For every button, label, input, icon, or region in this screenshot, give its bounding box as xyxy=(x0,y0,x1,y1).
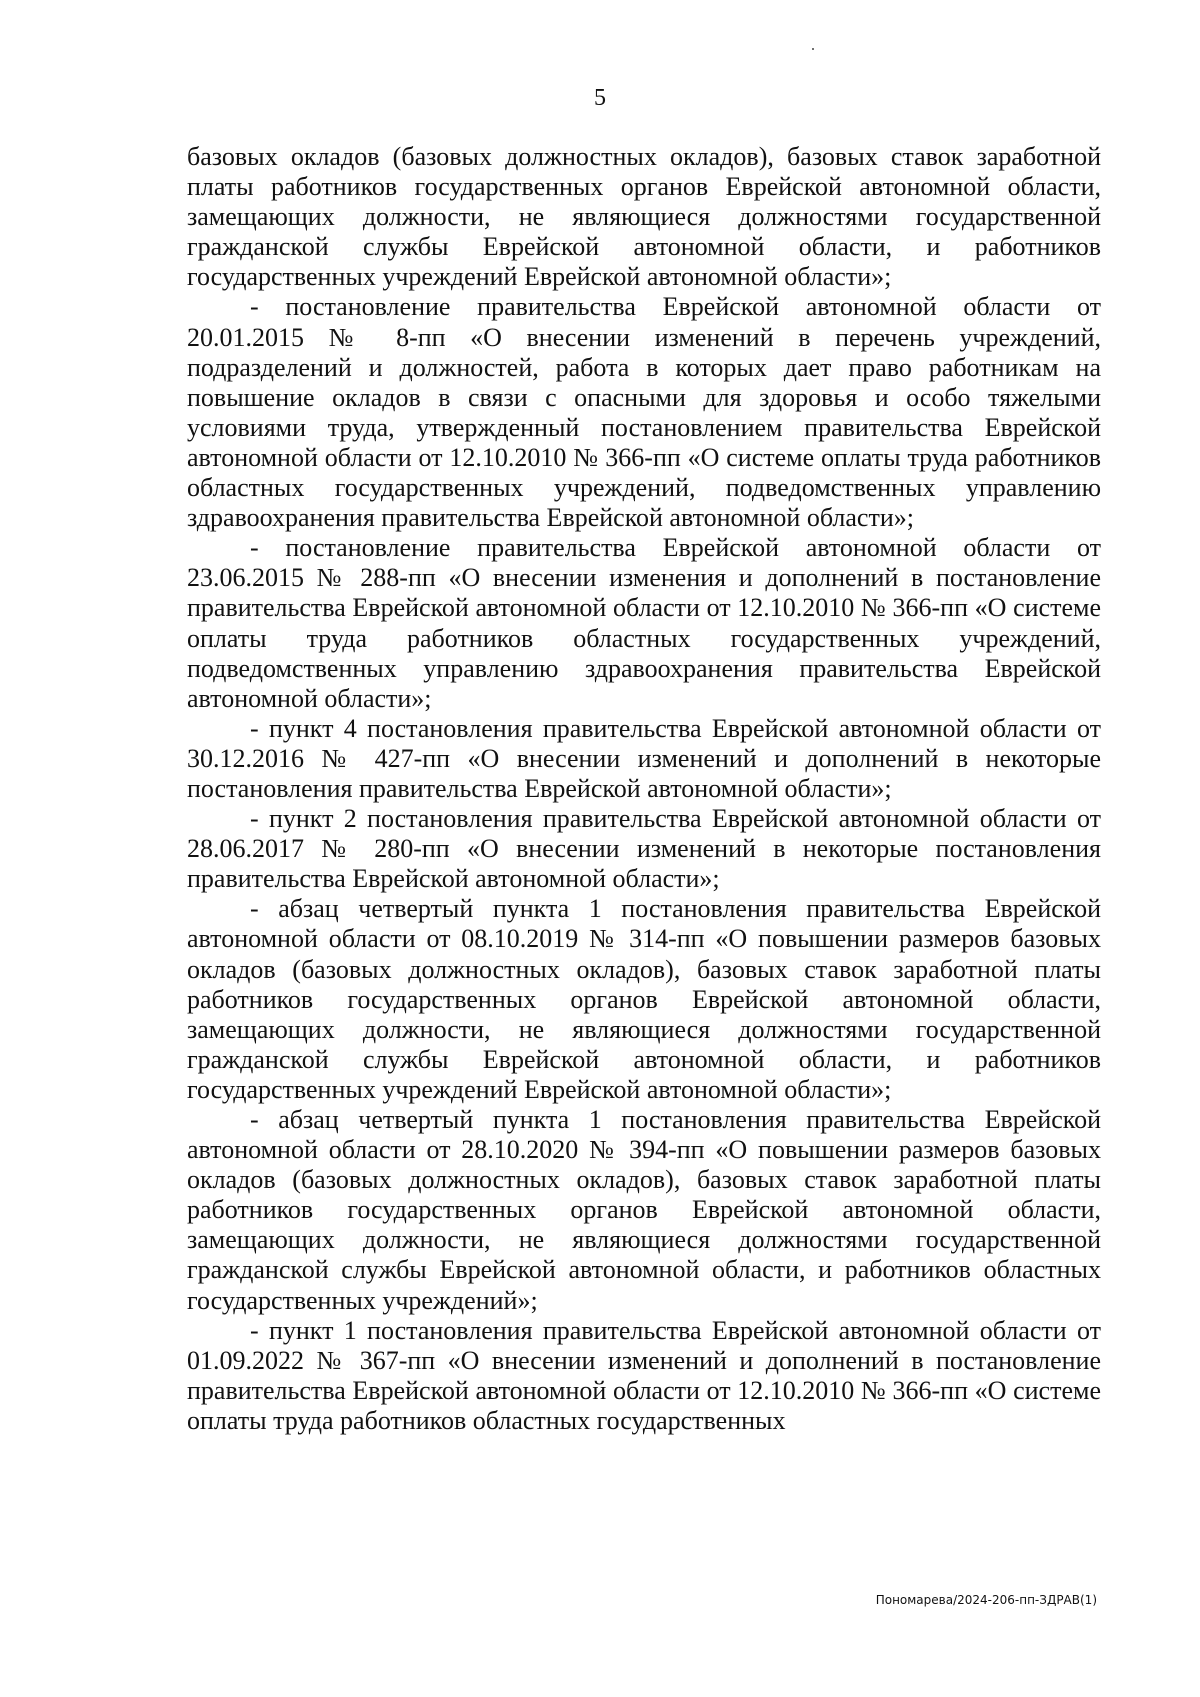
paragraph: - постановление правительства Еврейской автономной области от 23.06.2015 № 288-пп «О внесении изменения и дополнений в постановление правительства Еврейской автономной области от 12.10.2010 № 366-пп «О системе оплаты труда работников областных государственных учреждений, подведомственных управлению здравоохранения правительства Еврейской автономной области»; xyxy=(187,533,1101,713)
page-number: 5 xyxy=(594,85,606,111)
paragraph: - пункт 4 постановления правительства Еврейской автономной области от 30.12.2016 № 427-пп «О внесении изменений и дополнений в некоторые постановления правительства Еврейской автономной области»; xyxy=(187,713,1101,803)
document-body xyxy=(187,142,1101,1436)
scan-speck xyxy=(812,48,814,50)
paragraph: - абзац четвертый пункта 1 постановления правительства Еврейской автономной области от 28.10.2020 № 394-пп «О повышении размеров базовых окладов (базовых должностных окладов), базовых ставок заработной платы работников государственных органов Еврейской автономной области, замещающих должности, не являющиеся должностями государственной гражданской службы Еврейской автономной области, и работников областных государственных учреждений»; xyxy=(187,1105,1101,1315)
paragraph: - постановление правительства Еврейской автономной области от 20.01.2015 № 8-пп «О внесении изменений в перечень учреждений, подразделений и должностей, работа в которых дает право работникам на повышение окладов в связи с опасными для здоровья и особо тяжелыми условиями труда, утвержденный постановлением правительства Еврейской автономной области от 12.10.2010 № 366-пп «О системе оплаты труда работников областных государственных учреждений, подведомственных управлению здравоохранения правительства Еврейской автономной области»; xyxy=(187,292,1101,533)
paragraph: - пункт 1 постановления правительства Еврейской автономной области от 01.09.2022 № 367-пп «О внесении изменений и дополнений в постановление правительства Еврейской автономной области от 12.10.2010 № 366-пп «О системе оплаты труда работников областных государственных xyxy=(187,1315,1101,1435)
paragraph: базовых окладов (базовых должностных окладов), базовых ставок заработной платы работников государственных органов Еврейской автономной области, замещающих должности, не являющиеся должностями государственной гражданской службы Еврейской автономной области, и работников государственных учреждений Еврейской автономной области»; xyxy=(187,142,1101,292)
document-code: Пономарева/2024-206-пп-ЗДРАВ(1) xyxy=(875,1593,1097,1607)
paragraph: - абзац четвертый пункта 1 постановления правительства Еврейской автономной области от 08.10.2019 № 314-пп «О повышении размеров базовых окладов (базовых должностных окладов), базовых ставок заработной платы работников государственных органов Еврейской автономной области, замещающих должности, не являющиеся должностями государственной гражданской службы Еврейской автономной области, и работников государственных учреждений Еврейской автономной области»; xyxy=(187,894,1101,1104)
paragraph: - пункт 2 постановления правительства Еврейской автономной области от 28.06.2017 № 280-пп «О внесении изменений в некоторые постановления правительства Еврейской автономной области»; xyxy=(187,804,1101,894)
